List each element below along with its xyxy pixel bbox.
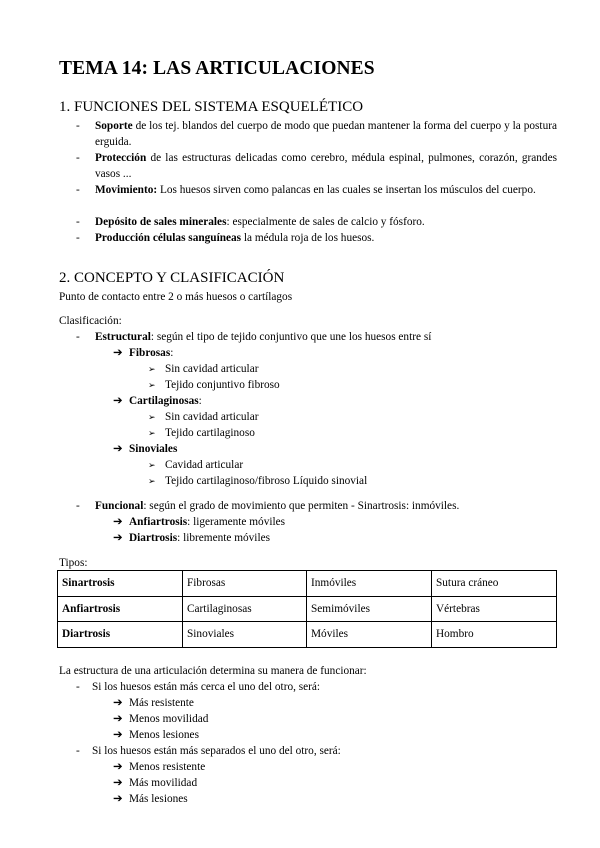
triangle-bullet-icon: ➢ bbox=[148, 428, 156, 438]
dash-marker: - bbox=[76, 232, 80, 244]
item-term: Depósito de sales minerales bbox=[95, 216, 227, 228]
item-text: de los tej. blandos del cuerpo de modo que puedan mantener la forma del cuerpo y la postura erguida. bbox=[95, 120, 557, 148]
item-text: : especialmente de sales de calcio y fósforo. bbox=[226, 216, 425, 228]
item-term: Movimiento: bbox=[95, 184, 158, 196]
sub-item bbox=[148, 457, 243, 473]
dash-marker: - bbox=[76, 681, 80, 693]
list-item bbox=[95, 118, 557, 150]
arrow-item bbox=[113, 711, 208, 727]
dash-marker: - bbox=[76, 331, 80, 343]
arrow-icon: ➔ bbox=[113, 697, 123, 709]
table-cell: Móviles bbox=[307, 622, 432, 648]
sub-item-text: Tejido conjuntivo fibroso bbox=[165, 379, 280, 391]
group-name: Fibrosas bbox=[129, 347, 171, 359]
item-term: Protección bbox=[95, 152, 147, 164]
item-text: : según el grado de movimiento que permiten - Sinartrosis: inmóviles. bbox=[143, 500, 460, 512]
triangle-bullet-icon: ➢ bbox=[148, 364, 156, 374]
sub-item-text: Tejido cartilaginoso/fibroso Líquido sinovial bbox=[165, 475, 368, 487]
arrow-item bbox=[113, 759, 205, 775]
arrow-item-text: Menos movilidad bbox=[129, 713, 209, 725]
sub-item bbox=[148, 473, 367, 489]
dash-marker: - bbox=[76, 184, 80, 196]
arrow-item-text: Más lesiones bbox=[129, 793, 188, 805]
dash-marker: - bbox=[76, 152, 80, 164]
arrow-icon: ➔ bbox=[113, 443, 123, 455]
arrow-item-text: Más movilidad bbox=[129, 777, 198, 789]
item-text: la médula roja de los huesos. bbox=[241, 232, 375, 244]
arrow-icon: ➔ bbox=[113, 347, 123, 359]
types-table bbox=[57, 570, 557, 648]
dash-marker: - bbox=[76, 745, 80, 757]
arrow-item bbox=[113, 345, 173, 361]
item-text: : ligeramente móviles bbox=[187, 516, 286, 528]
item-text: : según el tipo de tejido conjuntivo que une los huesos entre sí bbox=[150, 331, 432, 343]
table-cell: Diartrosis bbox=[58, 622, 183, 648]
sub-item bbox=[148, 425, 255, 441]
dash-marker: - bbox=[76, 120, 80, 132]
section2-heading: 2. CONCEPTO Y CLASIFICACIÓN bbox=[59, 270, 285, 286]
section1-heading: 1. FUNCIONES DEL SISTEMA ESQUELÉTICO bbox=[59, 99, 364, 115]
item-term: Producción células sanguíneas bbox=[95, 232, 242, 244]
table-cell: Fibrosas bbox=[183, 571, 307, 597]
tipos-label: Tipos: bbox=[59, 557, 88, 569]
dash-marker: - bbox=[76, 216, 80, 228]
table-cell: Sinartrosis bbox=[58, 571, 183, 597]
arrow-item bbox=[113, 791, 188, 807]
list-item bbox=[95, 182, 557, 198]
arrow-item bbox=[113, 393, 202, 409]
table-cell: Sutura cráneo bbox=[432, 571, 557, 597]
triangle-bullet-icon: ➢ bbox=[148, 412, 156, 422]
sub-item-text: Sin cavidad articular bbox=[165, 363, 259, 375]
item-term: Estructural bbox=[95, 331, 151, 343]
list-item bbox=[95, 150, 557, 182]
clasificacion-label: Clasificación: bbox=[59, 315, 122, 327]
item-term: Soporte bbox=[95, 120, 133, 132]
arrow-icon: ➔ bbox=[113, 777, 123, 789]
estructura-text: La estructura de una articulación determina su manera de funcionar: bbox=[59, 665, 367, 677]
arrow-item bbox=[113, 514, 285, 530]
dash-marker: - bbox=[76, 500, 80, 512]
sub-item-text: Cavidad articular bbox=[165, 459, 244, 471]
table-row bbox=[58, 596, 557, 622]
definition-text: Punto de contacto entre 2 o más huesos o cartílagos bbox=[59, 291, 293, 303]
item-text: de las estructuras delicadas como cerebro, médula espinal, pulmones, corazón, grandes vasos ... bbox=[95, 152, 557, 180]
estructural-item bbox=[95, 329, 431, 345]
table-cell: Inmóviles bbox=[307, 571, 432, 597]
triangle-bullet-icon: ➢ bbox=[148, 380, 156, 390]
arrow-item bbox=[113, 775, 197, 791]
table-cell: Hombro bbox=[432, 622, 557, 648]
table-cell: Sinoviales bbox=[183, 622, 307, 648]
funcional-item bbox=[95, 498, 459, 514]
list-item bbox=[95, 214, 557, 230]
arrow-icon: ➔ bbox=[113, 395, 123, 407]
arrow-item bbox=[113, 727, 199, 743]
arrow-item bbox=[113, 441, 177, 457]
table-cell: Anfiartrosis bbox=[58, 596, 183, 622]
arrow-icon: ➔ bbox=[113, 713, 123, 725]
group-suffix: : bbox=[198, 395, 202, 407]
triangle-bullet-icon: ➢ bbox=[148, 476, 156, 486]
arrow-icon: ➔ bbox=[113, 532, 123, 544]
sub-item bbox=[148, 361, 258, 377]
item-term: Diartrosis bbox=[129, 532, 178, 544]
arrow-item bbox=[113, 530, 270, 546]
arrow-icon: ➔ bbox=[113, 516, 123, 528]
group-name: Sinoviales bbox=[129, 443, 178, 455]
arrow-item-text: Menos resistente bbox=[129, 761, 206, 773]
sub-item bbox=[148, 377, 280, 393]
list-item bbox=[95, 230, 557, 246]
table-row bbox=[58, 571, 557, 597]
triangle-bullet-icon: ➢ bbox=[148, 460, 156, 470]
item-text: : libremente móviles bbox=[177, 532, 270, 544]
table-cell: Cartilaginosas bbox=[183, 596, 307, 622]
page-title: TEMA 14: LAS ARTICULACIONES bbox=[59, 58, 375, 79]
separados-text: Si los huesos están más separados el uno del otro, será: bbox=[92, 745, 341, 757]
item-term: Anfiartrosis bbox=[129, 516, 188, 528]
arrow-icon: ➔ bbox=[113, 793, 123, 805]
sub-item-text: Sin cavidad articular bbox=[165, 411, 259, 423]
group-suffix: : bbox=[170, 347, 174, 359]
arrow-item bbox=[113, 695, 194, 711]
table-row bbox=[58, 622, 557, 648]
arrow-item-text: Menos lesiones bbox=[129, 729, 199, 741]
sub-item bbox=[148, 409, 258, 425]
item-term: Funcional bbox=[95, 500, 144, 512]
group-name: Cartilaginosas bbox=[129, 395, 199, 407]
cerca-text: Si los huesos están más cerca el uno del otro, será: bbox=[92, 681, 321, 693]
table-cell: Vértebras bbox=[432, 596, 557, 622]
arrow-item-text: Más resistente bbox=[129, 697, 194, 709]
item-text: Los huesos sirven como palancas en las cuales se insertan los músculos del cuerpo. bbox=[157, 184, 536, 196]
table-cell: Semimóviles bbox=[307, 596, 432, 622]
arrow-icon: ➔ bbox=[113, 729, 123, 741]
sub-item-text: Tejido cartilaginoso bbox=[165, 427, 255, 439]
arrow-icon: ➔ bbox=[113, 761, 123, 773]
